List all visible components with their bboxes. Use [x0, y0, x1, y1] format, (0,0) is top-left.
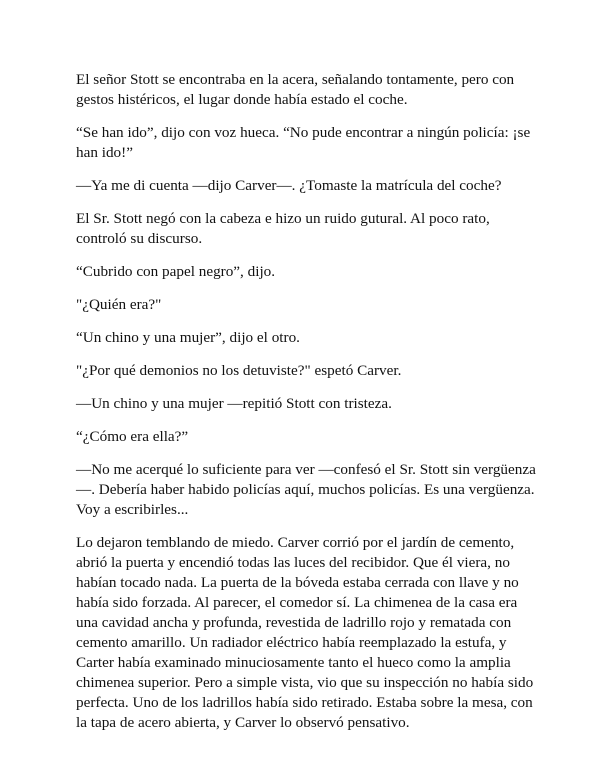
paragraph: —Ya me di cuenta —dijo Carver—. ¿Tomaste la matrícula del coche?	[76, 177, 502, 194]
paragraph: El Sr. Stott negó con la cabeza e hizo un ruido gutural. Al poco rato, controló su discurso.	[76, 210, 490, 247]
paragraph: “Un chino y una mujer”, dijo el otro.	[76, 329, 300, 346]
document-page	[76, 70, 536, 746]
paragraph: "¿Quién era?"	[76, 296, 162, 313]
paragraph: —Un chino y una mujer —repitió Stott con tristeza.	[76, 395, 392, 412]
paragraph: El señor Stott se encontraba en la acera, señalando tontamente, pero con gestos histéricos, el lugar donde había estado el coche.	[76, 71, 515, 108]
paragraph: —No me acerqué lo suficiente para ver —confesó el Sr. Stott sin vergüenza —. Debería haber habido policías aquí, muchos policías. Es una vergüenza. Voy a escribirles...	[76, 461, 536, 518]
paragraph: “¿Cómo era ella?”	[76, 428, 189, 445]
paragraph: “Cubrido con papel negro”, dijo.	[76, 263, 276, 280]
paragraph: "¿Por qué demonios no los detuviste?" espetó Carver.	[76, 362, 402, 379]
paragraph: Lo dejaron temblando de miedo. Carver corrió por el jardín de cemento, abrió la puerta y encendió todas las luces del recibidor. Que él viera, no habían tocado nada. La puerta de la bóveda estaba cerrada con llave y no había sido forzada. Al parecer, el comedor sí. La chimenea de la casa era una cavidad ancha y profunda, revestida de ladrillo rojo y rematada con cemento amarillo. Un radiador eléctrico había reemplazado la estufa, y Carter había examinado minuciosamente tanto el hueco como la amplia chimenea superior. Pero a simple vista, vio que su inspección no había sido perfecta. Uno de los ladrillos había sido retirado. Estaba sobre la mesa, con la tapa de acero abierta, y Carver lo observó pensativo.	[76, 534, 534, 731]
paragraph: “Se han ido”, dijo con voz hueca. “No pude encontrar a ningún policía: ¡se han ido!”	[76, 124, 531, 161]
